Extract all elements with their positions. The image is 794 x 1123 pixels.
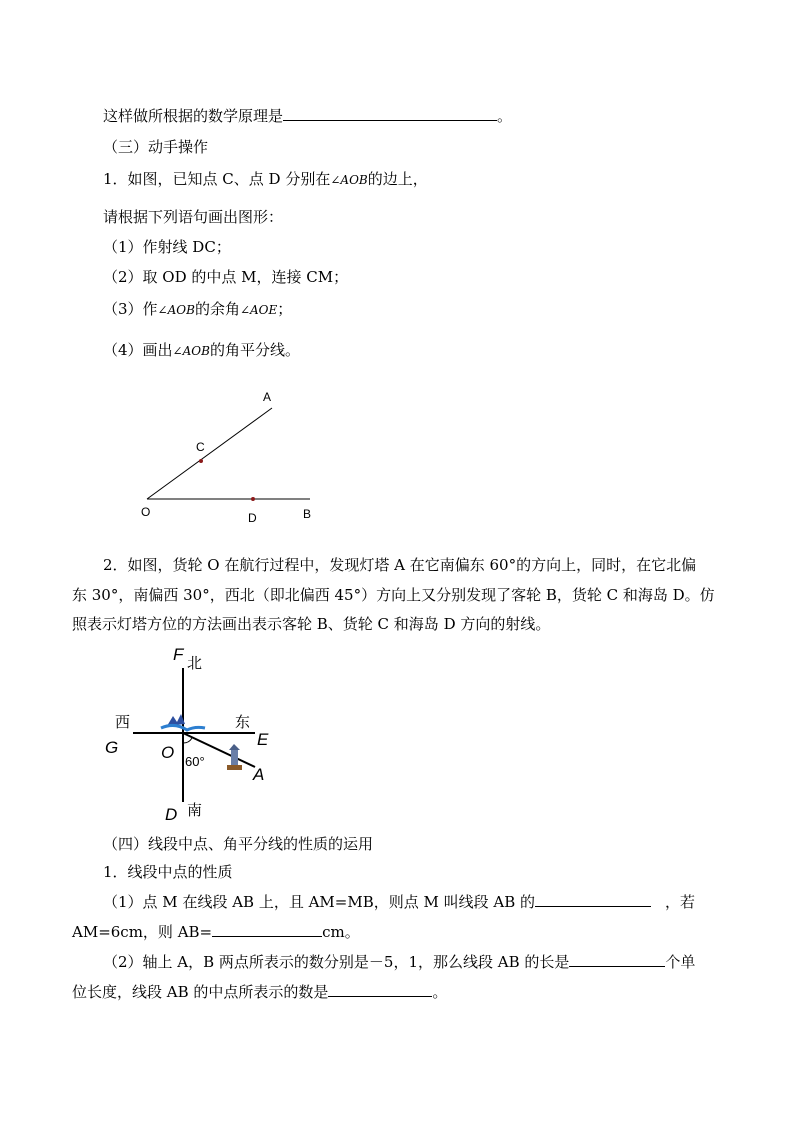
angle-aoe: ∠AOE: [239, 303, 278, 317]
label-o: O: [141, 505, 151, 519]
midpoint-value-blank[interactable]: [328, 982, 432, 997]
ray-oa: [147, 408, 272, 499]
step-3: （3）作∠AOB的余角∠AOE；: [103, 300, 293, 318]
label-east: 东: [235, 714, 251, 731]
step-1: （1）作射线 DC；: [103, 238, 231, 256]
section-4-title: （四）线段中点、角平分线的性质的运用: [103, 835, 374, 853]
question-1-intro: 1．如图，已知点 C、点 D 分别在∠AOB的边上，: [103, 170, 428, 188]
step-4: （4）画出∠AOB的角平分线。: [103, 341, 300, 359]
problem-1-line-1: （1）点 M 在线段 AB 上，且 AM=MB，则点 M 叫线段 AB 的 ，若: [103, 893, 696, 911]
angle-label: 60°: [185, 754, 205, 769]
label-south: 南: [187, 802, 203, 819]
label-o: O: [161, 743, 175, 762]
question-2-line-1: 2．如图，货轮 O 在航行过程中，发现灯塔 A 在它南偏东 60°的方向上，同时，在它北偏: [103, 556, 697, 574]
label-f: F: [173, 645, 184, 664]
step-2: （2）取 OD 的中点 M，连接 CM；: [103, 268, 349, 286]
point-d: [251, 497, 255, 501]
label-c: C: [196, 440, 205, 454]
question-2-line-3: 照表示灯塔方位的方法画出表示客轮 B、货轮 C 和海岛 D 方向的射线。: [72, 615, 551, 633]
angle-aob: ∠AOB: [330, 173, 368, 187]
ab-length-blank[interactable]: [212, 922, 322, 937]
angle-arc: [183, 738, 192, 743]
label-a: A: [263, 390, 272, 404]
label-e: E: [257, 730, 269, 749]
principle-answer-blank[interactable]: [283, 106, 497, 121]
problem-2-line-2: 位长度，线段 AB 的中点所表示的数是 。: [72, 983, 448, 1001]
label-b: B: [303, 507, 312, 521]
label-north: 北: [187, 655, 203, 672]
lighthouse-icon: [227, 744, 242, 770]
principle-line: 这样做所根据的数学原理是 。: [103, 107, 513, 125]
angle-aob-figure: [130, 385, 330, 530]
compass-figure: [95, 640, 295, 825]
label-a: A: [253, 765, 265, 784]
point-c: [199, 459, 203, 463]
section-3-title: （三）动手操作: [103, 138, 209, 156]
subsection-1-title: 1．线段中点的性质: [103, 863, 233, 881]
question-1-prompt: 请根据下列语句画出图形：: [103, 208, 284, 226]
label-west: 西: [115, 714, 131, 731]
label-d: D: [165, 805, 178, 824]
segment-length-blank[interactable]: [569, 952, 665, 967]
question-2-line-2: 东 30°，南偏西 30°，西北（即北偏西 45°）方向上又分别发现了客轮 B，货轮 C 和海岛 D。仿: [72, 586, 715, 604]
label-d: D: [248, 511, 257, 525]
label-g: G: [105, 738, 119, 757]
midpoint-term-blank[interactable]: [535, 892, 651, 907]
problem-1-line-2: AM=6cm，则 AB= cm。: [72, 923, 360, 941]
principle-text: 这样做所根据的数学原理是: [103, 107, 284, 125]
problem-2-line-1: （2）轴上 A，B 两点所表示的数分别是－5，1，那么线段 AB 的长是 个单: [103, 953, 696, 971]
